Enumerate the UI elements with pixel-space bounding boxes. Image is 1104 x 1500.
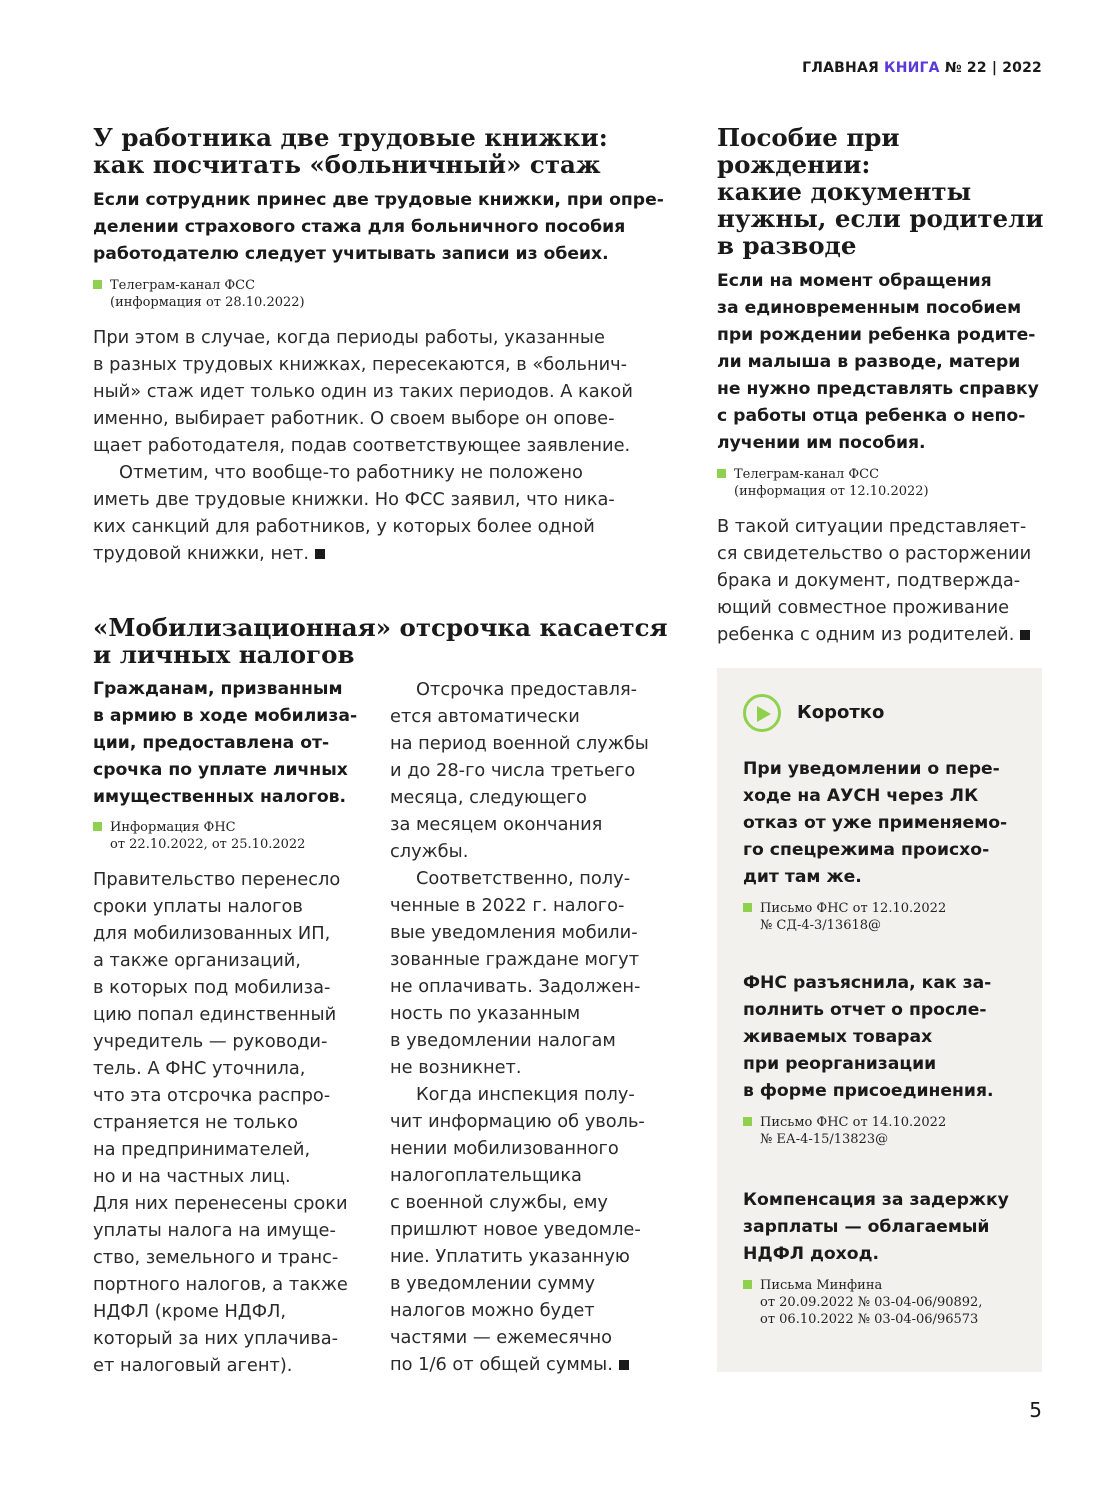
- text-line: месяца, следующего: [390, 787, 587, 808]
- brief-item: [743, 756, 1033, 934]
- source-line: № ЕА-4-15/13823@: [760, 1132, 889, 1147]
- article-mobilization-col2: [390, 676, 680, 1378]
- text-line: что эта отсрочка распро-: [93, 1085, 331, 1106]
- article-paragraph: [93, 324, 683, 459]
- text-line: ный» стаж идет только один из таких периодов. А какой: [93, 381, 633, 402]
- lead-line: живаемых товарах: [743, 1027, 933, 1047]
- brief-item: [743, 970, 1033, 1148]
- brief-text: [743, 756, 1033, 891]
- article-paragraph: [717, 513, 1052, 648]
- text-line: ство, земельного и транс-: [93, 1247, 339, 1268]
- source-line: (информация от 12.10.2022): [734, 484, 929, 499]
- text-line: цию попал единственный: [93, 1004, 337, 1025]
- brief-text: [743, 970, 1033, 1105]
- title-line: «Мобилизационная» отсрочка касается: [93, 613, 668, 642]
- lead-line: НДФЛ доход.: [743, 1244, 879, 1264]
- end-mark: [1020, 630, 1030, 640]
- lead-line: имущественных налогов.: [93, 787, 347, 807]
- text-line: ет налоговый агент).: [93, 1355, 293, 1376]
- text-line: При этом в случае, когда периоды работы, указанные: [93, 327, 605, 348]
- title-line: в разводе: [717, 231, 857, 260]
- article-lead: [717, 268, 1052, 457]
- brief-text: [743, 1187, 1033, 1268]
- source-line: Письма Минфина: [760, 1278, 883, 1293]
- text-line: не возникнет.: [390, 1057, 522, 1078]
- source-line: от 20.09.2022 № 03-04-06/90892,: [760, 1295, 983, 1310]
- text-line: который за них уплачива-: [93, 1328, 339, 1349]
- article-mobilization-col1: [93, 676, 373, 1379]
- text-line: сроки уплаты налогов: [93, 896, 303, 917]
- text-line: не оплачивать. Задолжен-: [390, 976, 641, 997]
- text-line: ется автоматически: [390, 706, 580, 727]
- text-line: зованные граждане могут: [390, 949, 640, 970]
- end-mark: [315, 549, 325, 559]
- brief-item: [743, 1187, 1033, 1328]
- text-line: именно, выбирает работник. О своем выборе он опове-: [93, 408, 615, 429]
- lead-line: ции, предоставлена от-: [93, 733, 330, 753]
- text-line: на период военной службы: [390, 733, 649, 754]
- text-line: брака и документ, подтвержда-: [717, 570, 1021, 591]
- lead-line: ФНС разъяснила, как за-: [743, 973, 992, 993]
- text-line: для мобилизованных ИП,: [93, 923, 331, 944]
- text-line: трудовой книжки, нет.: [93, 543, 310, 564]
- lead-line: лучении им пособия.: [717, 433, 926, 453]
- lead-line: го спецрежима происхо-: [743, 840, 990, 860]
- play-icon: [743, 694, 781, 732]
- text-line: Когда инспекция полу-: [416, 1084, 635, 1105]
- title-line: У работника две трудовые книжки:: [93, 123, 608, 152]
- article-paragraph: [93, 866, 373, 1379]
- lead-line: При уведомлении о пере-: [743, 759, 1000, 779]
- lead-line: Компенсация за задержку: [743, 1190, 1009, 1210]
- briefly-box: [717, 668, 1042, 1372]
- title-line: как посчитать «больничный» стаж: [93, 150, 601, 179]
- source-line: от 22.10.2022, от 25.10.2022: [110, 837, 306, 852]
- text-line: пришлют новое уведомле-: [390, 1219, 641, 1240]
- source-line: Телеграм-канал ФСС: [734, 467, 880, 482]
- article-paragraph: [390, 1081, 680, 1378]
- article-title: [93, 614, 683, 668]
- article-source: [93, 277, 683, 311]
- lead-line: при рождении ребенка родите-: [717, 325, 1036, 345]
- text-line: налогоплательщика: [390, 1165, 582, 1186]
- lead-line: полнить отчет о просле-: [743, 1000, 987, 1020]
- lead-line: делении страхового стажа для больничного пособия: [93, 217, 626, 237]
- brief-source: [743, 900, 1033, 934]
- text-line: с военной службы, ему: [390, 1192, 608, 1213]
- text-line: иметь две трудовые книжки. Но ФСС заявил, что ника-: [93, 489, 615, 510]
- text-line: ность по указанным: [390, 1003, 581, 1024]
- lead-line: Гражданам, призванным: [93, 679, 343, 699]
- text-line: портного налогов, а также: [93, 1274, 348, 1295]
- text-line: по 1/6 от общей суммы.: [390, 1354, 613, 1375]
- lead-line: не нужно представлять справку: [717, 379, 1039, 399]
- article-mobilization-deferral-header: [93, 614, 683, 668]
- text-line: В такой ситуации представляет-: [717, 516, 1027, 537]
- lead-line: зарплаты — облагаемый: [743, 1217, 990, 1237]
- lead-line: отказ от уже применяемо-: [743, 813, 1008, 833]
- text-line: учредитель — руководи-: [93, 1031, 328, 1052]
- article-title: [717, 124, 1052, 259]
- end-mark: [619, 1360, 629, 1370]
- text-line: но и на частных лиц.: [93, 1166, 291, 1187]
- text-line: Отметим, что вообще-то работнику не положено: [119, 462, 583, 483]
- lead-line: в армию в ходе мобилиза-: [93, 706, 358, 726]
- page-number: 5: [1029, 1398, 1042, 1422]
- issue-number: № 22 | 2022: [944, 60, 1042, 76]
- text-line: и до 28-го числа третьего: [390, 760, 636, 781]
- article-paragraph: [390, 676, 680, 865]
- text-line: Отсрочка предоставля-: [416, 679, 638, 700]
- text-line: Соответственно, полу-: [416, 868, 631, 889]
- text-line: службы.: [390, 841, 469, 862]
- title-line: и личных налогов: [93, 640, 355, 669]
- source-line: от 06.10.2022 № 03-04-06/96573: [760, 1312, 979, 1327]
- text-line: на предпринимателей,: [93, 1139, 311, 1160]
- article-lead: [93, 676, 373, 811]
- text-line: в которых под мобилиза-: [93, 977, 331, 998]
- lead-line: дит там же.: [743, 867, 862, 887]
- briefly-title: Коротко: [797, 702, 885, 723]
- lead-line: работодателю следует учитывать записи из обеих.: [93, 244, 609, 264]
- article-paragraph: [93, 459, 683, 567]
- text-line: ся свидетельство о расторжении: [717, 543, 1032, 564]
- masthead: [802, 60, 1042, 76]
- text-line: нении мобилизованного: [390, 1138, 619, 1159]
- text-line: чит информацию об уволь-: [390, 1111, 645, 1132]
- text-line: тель. А ФНС уточнила,: [93, 1058, 306, 1079]
- article-source: [93, 819, 373, 853]
- source-line: Письмо ФНС от 12.10.2022: [760, 901, 947, 916]
- text-line: в уведомлении сумму: [390, 1273, 596, 1294]
- text-line: ние. Уплатить указанную: [390, 1246, 630, 1267]
- text-line: налогов можно будет: [390, 1300, 595, 1321]
- text-line: частями — ежемесячно: [390, 1327, 613, 1348]
- text-line: в разных трудовых книжках, пересекаются, в «больнич-: [93, 354, 628, 375]
- text-line: щает работодателя, подав соответствующее заявление.: [93, 435, 631, 456]
- text-line: Правительство перенесло: [93, 869, 341, 890]
- article-source: [717, 466, 1052, 500]
- title-line: какие документы: [717, 177, 972, 206]
- article-title: [93, 124, 683, 178]
- lead-line: срочка по уплате личных: [93, 760, 348, 780]
- article-two-work-books: [93, 124, 683, 567]
- source-line: № СД-4-3/13618@: [760, 918, 882, 933]
- text-line: страняется не только: [93, 1112, 298, 1133]
- magazine-name-part1: ГЛАВНАЯ: [802, 60, 879, 76]
- text-line: ющий совместное проживание: [717, 597, 1010, 618]
- text-line: ких санкций для работников, у которых более одной: [93, 516, 595, 537]
- lead-line: Если сотрудник принес две трудовые книжки, при опре-: [93, 190, 664, 210]
- text-line: НДФЛ (кроме НДФЛ,: [93, 1301, 287, 1322]
- source-line: Письмо ФНС от 14.10.2022: [760, 1115, 947, 1130]
- article-lead: [93, 187, 683, 268]
- title-line: нужны, если родители: [717, 204, 1044, 233]
- text-line: ченные в 2022 г. налого-: [390, 895, 625, 916]
- brief-source: [743, 1277, 1033, 1328]
- text-line: ребенка с одним из родителей.: [717, 624, 1015, 645]
- article-birth-allowance: [717, 124, 1052, 648]
- text-line: в уведомлении налогам: [390, 1030, 616, 1051]
- source-line: (информация от 28.10.2022): [110, 295, 305, 310]
- text-line: Для них перенесены сроки: [93, 1193, 348, 1214]
- lead-line: с работы отца ребенка о непо-: [717, 406, 1026, 426]
- text-line: вые уведомления мобили-: [390, 922, 638, 943]
- article-paragraph: [390, 865, 680, 1081]
- lead-line: при реорганизации: [743, 1054, 937, 1074]
- text-line: за месяцем окончания: [390, 814, 603, 835]
- lead-line: ли малыша в разводе, матери: [717, 352, 1021, 372]
- source-line: Телеграм-канал ФСС: [110, 278, 256, 293]
- lead-line: ходе на АУСН через ЛК: [743, 786, 979, 806]
- text-line: уплаты налога на имуще-: [93, 1220, 336, 1241]
- lead-line: в форме присоединения.: [743, 1081, 994, 1101]
- source-line: Информация ФНС: [110, 820, 236, 835]
- text-line: а также организаций,: [93, 950, 301, 971]
- magazine-name-part2: КНИГА: [884, 60, 940, 76]
- title-line: Пособие при рождении:: [717, 123, 900, 179]
- lead-line: за единовременным пособием: [717, 298, 1022, 318]
- brief-source: [743, 1114, 1033, 1148]
- lead-line: Если на момент обращения: [717, 271, 992, 291]
